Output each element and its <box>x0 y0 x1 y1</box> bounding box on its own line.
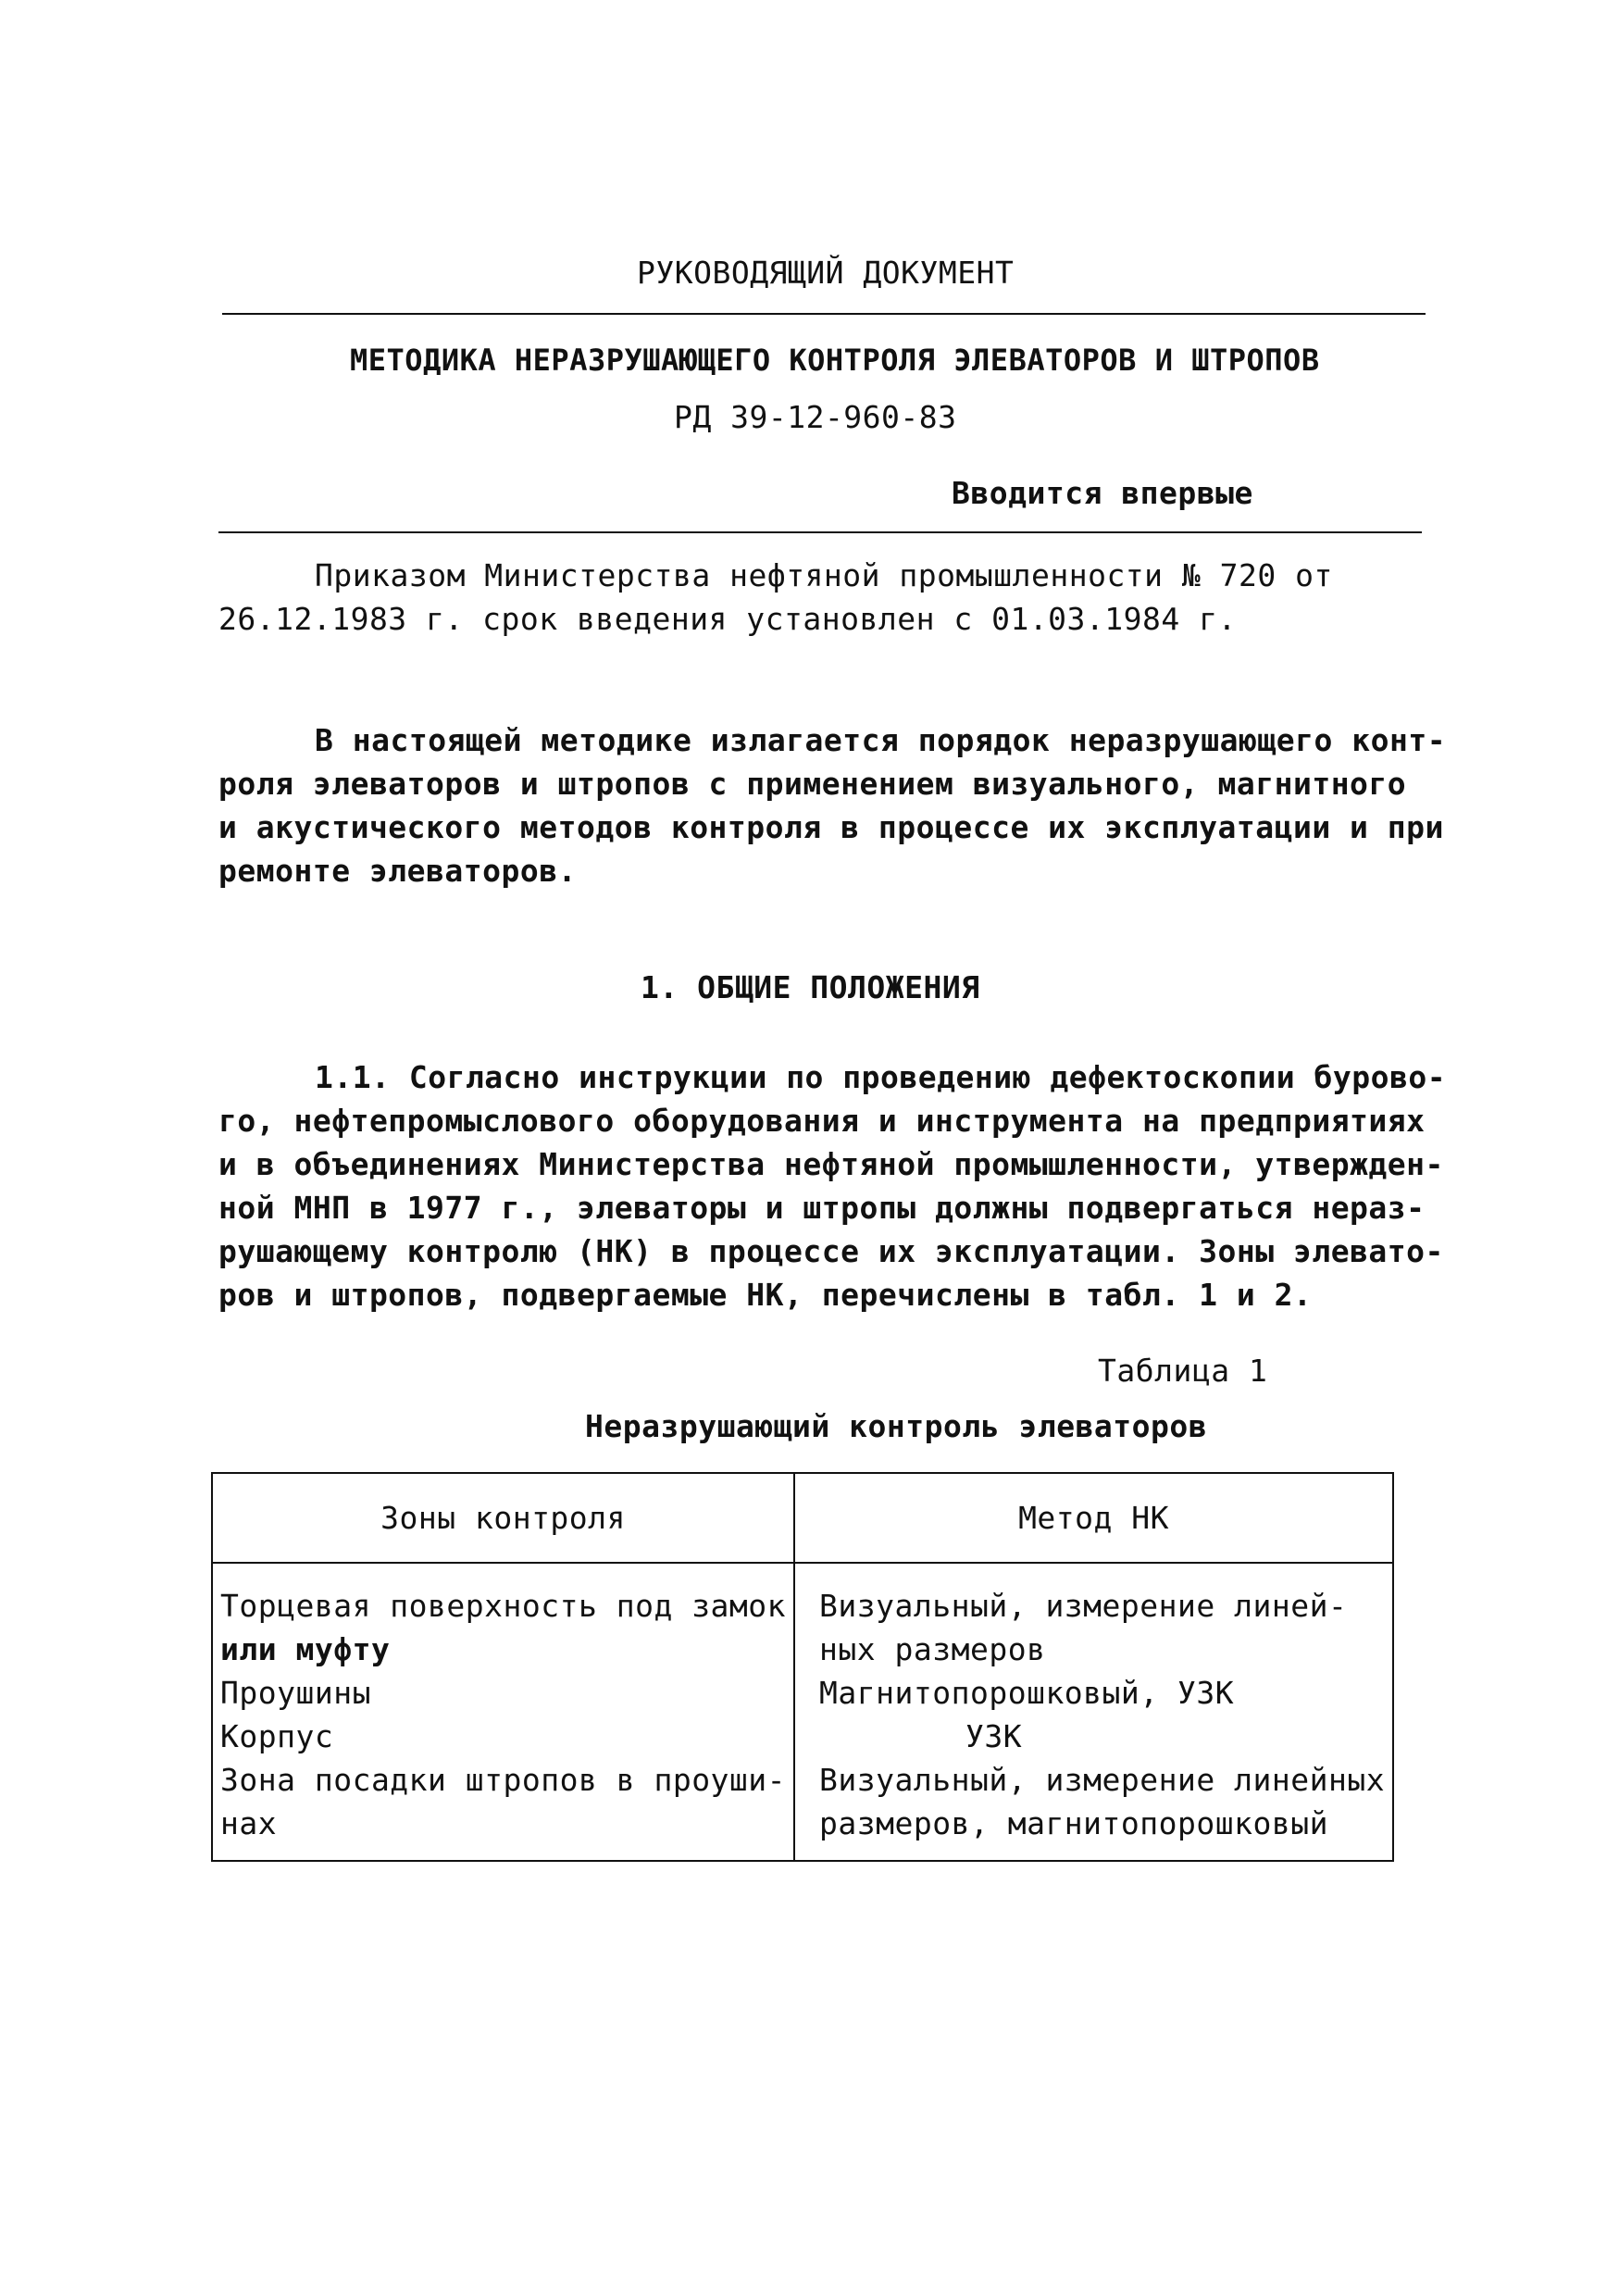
zone-item: или муфту <box>220 1631 391 1667</box>
paragraph-line: ной МНП в 1977 г., элеваторы и штропы должны подвергаться нераз- <box>218 1190 1426 1226</box>
section-paragraph-1-1 <box>218 1055 1446 1316</box>
intro-line: ремонте элеваторов. <box>218 853 577 889</box>
paragraph-line: 1.1. Согласно инструкции по проведению дефектоскопии бурово- <box>315 1059 1447 1095</box>
document-code: РД 39-12-960-83 <box>674 399 957 435</box>
document-title: МЕТОДИКА НЕРАЗРУШАЮЩЕГО КОНТРОЛЯ ЭЛЕВАТОРОВ И ШТРОПОВ <box>350 343 1320 378</box>
order-paragraph <box>218 554 1333 641</box>
table-label: Таблица 1 <box>1098 1353 1268 1389</box>
intro-line: В настоящей методике излагается порядок неразрушающего конт- <box>315 722 1447 758</box>
order-line: 26.12.1983 г. срок введения установлен с 01.03.1984 г. <box>218 601 1237 637</box>
paragraph-line: и в объединениях Министерства нефтяной промышленности, утвержден- <box>218 1146 1444 1182</box>
intro-paragraph <box>218 718 1446 892</box>
column-header-zones: Зоны контроля <box>212 1473 794 1563</box>
table-caption: Неразрушающий контроль элеваторов <box>585 1408 1208 1444</box>
method-item: Визуальный, измерение линей- <box>819 1588 1348 1624</box>
document-type: РУКОВОДЯЩИЙ ДОКУМЕНТ <box>637 255 1015 291</box>
header-rule-bottom <box>218 531 1422 533</box>
paragraph-line: го, нефтепромыслового оборудования и инструмента на предприятиях <box>218 1103 1426 1139</box>
method-item: ных размеров <box>819 1631 1046 1667</box>
zones-cell <box>212 1563 794 1861</box>
table-header-row <box>212 1473 1393 1563</box>
zone-item: Корпус <box>220 1718 334 1754</box>
intro-line: роля элеваторов и штропов с применением визуального, магнитного <box>218 766 1407 802</box>
method-item: УЗК <box>965 1718 1023 1754</box>
introduced-note: Вводится впервые <box>952 475 1253 511</box>
zone-item: Торцевая поверхность под замок <box>220 1588 787 1624</box>
column-header-method: Метод НК <box>794 1473 1393 1563</box>
intro-line: и акустического методов контроля в процессе их эксплуатации и при <box>218 809 1444 845</box>
zone-item: Зона посадки штропов в проуши- <box>220 1762 787 1798</box>
zone-item: Проушины <box>220 1675 371 1711</box>
section-heading: 1. ОБЩИЕ ПОЛОЖЕНИЯ <box>641 969 980 1005</box>
methods-cell <box>794 1563 1393 1861</box>
paragraph-line: ров и штропов, подвергаемые НК, перечислены в табл. 1 и 2. <box>218 1277 1313 1313</box>
method-item: Магнитопорошковый, УЗК <box>819 1675 1235 1711</box>
zone-item: нах <box>220 1805 278 1841</box>
elevator-control-table <box>211 1472 1394 1862</box>
method-item: размеров, магнитопорошковый <box>819 1805 1328 1841</box>
paragraph-line: рушающему контролю (НК) в процессе их эксплуатации. Зоны элевато- <box>218 1233 1444 1269</box>
order-line: Приказом Министерства нефтяной промышленности № 720 от <box>315 557 1333 593</box>
header-rule-top <box>222 313 1426 315</box>
method-item: Визуальный, измерение линейных <box>819 1762 1386 1798</box>
table-row <box>212 1563 1393 1861</box>
